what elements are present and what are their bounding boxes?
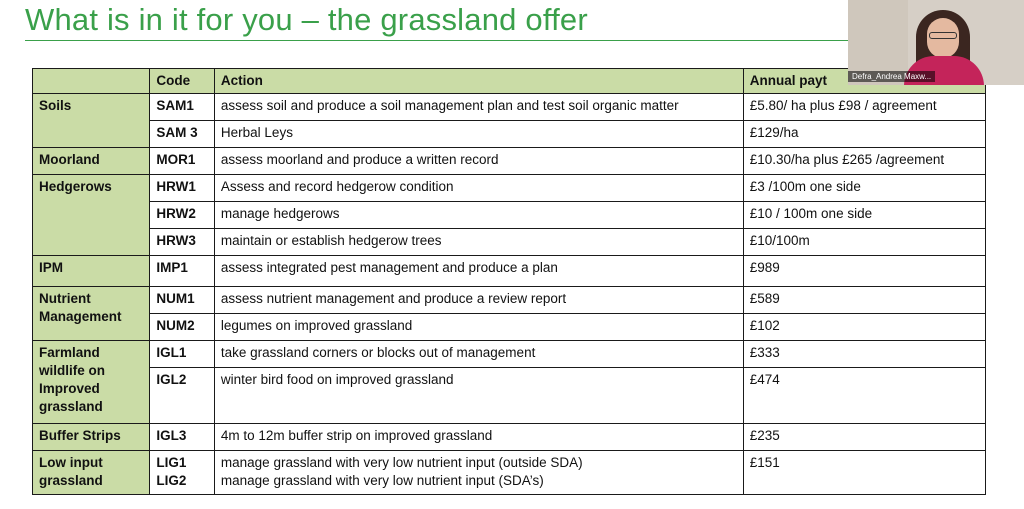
payment-cell: £151 bbox=[743, 451, 985, 495]
table-row bbox=[33, 175, 986, 202]
action-cell: manage hedgerows bbox=[214, 202, 743, 229]
action-cell: Assess and record hedgerow condition bbox=[214, 175, 743, 202]
action-cell: take grassland corners or blocks out of management bbox=[214, 341, 743, 368]
payment-cell: £3 /100m one side bbox=[743, 175, 985, 202]
action-cell: assess integrated pest management and produce a plan bbox=[214, 256, 743, 287]
category-cell: Soils bbox=[33, 94, 150, 148]
category-cell: Low input grassland bbox=[33, 451, 150, 495]
payment-cell: £474 bbox=[743, 368, 985, 424]
action-cell: maintain or establish hedgerow trees bbox=[214, 229, 743, 256]
action-line: manage grassland with very low nutrient input (SDA’s) bbox=[220, 473, 544, 488]
category-cell: Farmland wildlife on Improved grassland bbox=[33, 341, 150, 424]
category-cell: Buffer Strips bbox=[33, 424, 150, 451]
table-row bbox=[33, 229, 986, 256]
payment-cell: £129/ha bbox=[743, 121, 985, 148]
table-row bbox=[33, 94, 986, 121]
action-cell: assess nutrient management and produce a review report bbox=[214, 287, 743, 314]
code-cell: NUM1 bbox=[150, 287, 215, 314]
code-line: LIG1 bbox=[156, 455, 187, 470]
table-row bbox=[33, 451, 986, 495]
action-cell: winter bird food on improved grassland bbox=[214, 368, 743, 424]
video-thumbnail[interactable] bbox=[848, 0, 1024, 85]
code-cell: NUM2 bbox=[150, 314, 215, 341]
table-row bbox=[33, 341, 986, 368]
payment-cell: £589 bbox=[743, 287, 985, 314]
code-cell: HRW2 bbox=[150, 202, 215, 229]
category-cell: Hedgerows bbox=[33, 175, 150, 256]
table-row bbox=[33, 256, 986, 287]
action-cell bbox=[214, 451, 743, 495]
code-line: LIG2 bbox=[156, 473, 187, 488]
action-cell: legumes on improved grassland bbox=[214, 314, 743, 341]
grassland-offer-table bbox=[32, 68, 986, 495]
code-cell: IGL2 bbox=[150, 368, 215, 424]
header-annual-payment: Annual payt bbox=[743, 69, 985, 94]
code-cell: IGL3 bbox=[150, 424, 215, 451]
category-cell: IPM bbox=[33, 256, 150, 287]
participant-name-label: Defra_Andrea Maxw... bbox=[848, 71, 935, 82]
payment-cell: £5.80/ ha plus £98 / agreement bbox=[743, 94, 985, 121]
action-cell: assess moorland and produce a written record bbox=[214, 148, 743, 175]
header-category bbox=[33, 69, 150, 94]
payment-cell: £10/100m bbox=[743, 229, 985, 256]
header-action: Action bbox=[214, 69, 743, 94]
payment-cell: £989 bbox=[743, 256, 985, 287]
payment-cell: £102 bbox=[743, 314, 985, 341]
code-cell: IMP1 bbox=[150, 256, 215, 287]
category-cell: Moorland bbox=[33, 148, 150, 175]
action-cell: assess soil and produce a soil management plan and test soil organic matter bbox=[214, 94, 743, 121]
slide-title: What is in it for you – the grassland offer bbox=[25, 2, 588, 37]
code-cell bbox=[150, 451, 215, 495]
payment-cell: £333 bbox=[743, 341, 985, 368]
code-cell: HRW3 bbox=[150, 229, 215, 256]
code-cell: SAM1 bbox=[150, 94, 215, 121]
table-header-row bbox=[33, 69, 986, 94]
table-row bbox=[33, 287, 986, 314]
payment-cell: £235 bbox=[743, 424, 985, 451]
table-row bbox=[33, 424, 986, 451]
payment-cell: £10.30/ha plus £265 /agreement bbox=[743, 148, 985, 175]
table-row bbox=[33, 314, 986, 341]
code-cell: SAM 3 bbox=[150, 121, 215, 148]
code-cell: IGL1 bbox=[150, 341, 215, 368]
table-row bbox=[33, 148, 986, 175]
payment-cell: £10 / 100m one side bbox=[743, 202, 985, 229]
action-line: manage grassland with very low nutrient input (outside SDA) bbox=[220, 455, 583, 470]
action-cell: Herbal Leys bbox=[214, 121, 743, 148]
header-code: Code bbox=[150, 69, 215, 94]
category-cell: Nutrient Management bbox=[33, 287, 150, 341]
glasses-icon bbox=[929, 32, 957, 39]
action-cell: 4m to 12m buffer strip on improved grassland bbox=[214, 424, 743, 451]
table-row bbox=[33, 121, 986, 148]
code-cell: MOR1 bbox=[150, 148, 215, 175]
table-row bbox=[33, 202, 986, 229]
code-cell: HRW1 bbox=[150, 175, 215, 202]
title-underline bbox=[25, 40, 850, 41]
table-row bbox=[33, 368, 986, 424]
